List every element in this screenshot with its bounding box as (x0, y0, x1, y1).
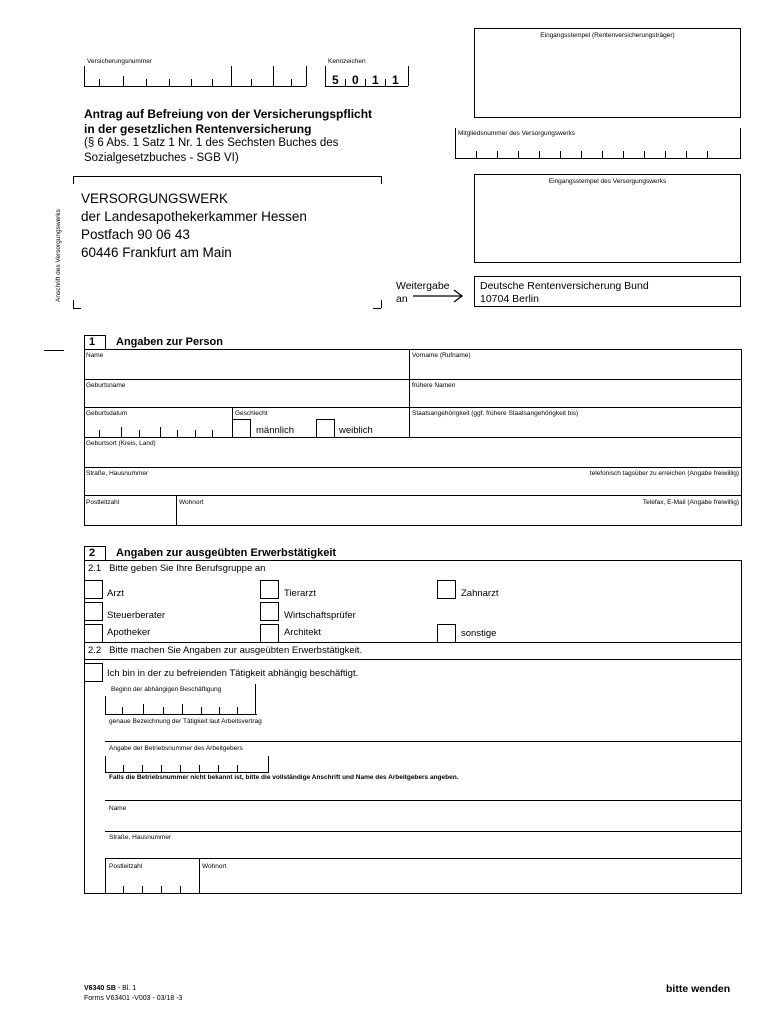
arzt-checkbox[interactable] (84, 580, 103, 599)
weitergabe-label: Weitergabe an (396, 280, 450, 305)
abhaengig-label: Ich bin in der zu befreienden Tätigkeit abhängig beschäftigt. (107, 668, 359, 679)
sonstige-label: sonstige (461, 628, 497, 639)
fruehere-namen-label: frühere Namen (412, 382, 456, 389)
architekt-checkbox[interactable] (260, 624, 279, 643)
address-line: der Landesapothekerkammer Hessen (81, 209, 307, 224)
wirtschaftspruefer-checkbox[interactable] (260, 602, 279, 621)
arbeitgeber-plz-label: Postleitzahl (109, 863, 143, 870)
mitgliedsnummer-label: Mitgliedsnummer des Versorgungswerks (458, 130, 576, 137)
telefon-label: telefonisch tagsüber zu erreichen (Angabe freiwillig) (589, 470, 739, 477)
betriebsnummer-label: Angabe der Betriebsnummer des Arbeitgebers (109, 745, 243, 752)
section-1 (84, 335, 742, 527)
kennzeichen-digit: 1 (392, 73, 399, 87)
eingangsstempel-vw-label: Eingangsstempel des Versorgungswerks (548, 178, 667, 185)
section-1-number: 1 (89, 336, 96, 348)
address-line: VERSORGUNGSWERK (81, 191, 229, 206)
name-label: Name (86, 352, 104, 359)
form-subtitle: (§ 6 Abs. 1 Satz 1 Nr. 1 des Sechsten Buches des Sozialgesetzbuches - SGB VI) (84, 137, 339, 164)
strasse-label: Straße, Hausnummer (86, 470, 149, 477)
staatsangehoerigkeit-label: Staatsangehörigkeit (ggf. frühere Staatsangehörigkeit bis) (412, 410, 579, 417)
kennzeichen-digit: 5 (332, 73, 339, 87)
recipient-line: Deutsche Rentenversicherung Bund (480, 280, 649, 292)
weiblich-checkbox[interactable] (316, 419, 335, 438)
form-title: Antrag auf Befreiung von der Versicherungspflicht in der gesetzlichen Rentenversicherung (84, 107, 373, 136)
beginn-field[interactable] (105, 684, 257, 716)
apotheker-checkbox[interactable] (84, 624, 103, 643)
geburtsdatum-field[interactable] (84, 427, 229, 437)
maennlich-label: männlich (256, 425, 295, 436)
zahnarzt-label: Zahnarzt (461, 588, 499, 599)
arbeitgeber-wohnort-label: Wohnort (202, 863, 227, 870)
address-line: 60446 Frankfurt am Main (81, 245, 232, 260)
plz-label: Postleitzahl (86, 499, 120, 506)
bezeichnung-label: genaue Bezeichnung der Tätigkeit laut Arbeitsvertrag (109, 718, 262, 725)
arrow-right-icon (413, 289, 465, 303)
arbeitgeber-name-label: Name (109, 805, 127, 812)
recipient-box (474, 276, 741, 307)
versicherungsnummer-label: Versicherungsnummer (87, 58, 153, 65)
question-2-2: 2.2 Bitte machen Sie Angaben zur ausgeübten Erwerbstätigkeit. (88, 645, 363, 656)
telefax-label: Telefax, E-Mail (Angabe freiwillig) (642, 499, 739, 506)
abhaengig-checkbox[interactable] (84, 663, 103, 682)
beginn-label: Beginn der abhängigen Beschäftigung (111, 686, 222, 693)
betriebsnummer-field[interactable] (105, 754, 269, 774)
architekt-label: Architekt (284, 627, 321, 638)
address-line: Postfach 90 06 43 (81, 227, 190, 242)
geburtsdatum-label: Geburtsdatum (86, 410, 128, 417)
tierarzt-checkbox[interactable] (260, 580, 279, 599)
form-code: V6340 SB - Bl. 1 (84, 985, 137, 992)
fold-mark (44, 350, 64, 351)
geschlecht-label: Geschlecht (235, 410, 268, 417)
maennlich-checkbox[interactable] (232, 419, 251, 438)
betriebsnummer-hinweis: Falls die Betriebsnummer nicht bekannt ist, bitte die vollständige Anschrift und Name des Arbeitgebers angeben. (109, 774, 459, 781)
versicherungsnummer-field[interactable] (84, 58, 309, 91)
arbeitgeber-plz-field[interactable] (105, 882, 199, 894)
eingangsstempel-vw-box (474, 174, 741, 263)
geburtsname-label: Geburtsname (86, 382, 126, 389)
arbeitgeber-strasse-label: Straße, Hausnummer (109, 834, 172, 841)
apotheker-label: Apotheker (107, 627, 151, 638)
tierarzt-label: Tierarzt (284, 588, 316, 599)
kennzeichen-digit: 1 (372, 73, 379, 87)
arzt-label: Arzt (107, 588, 124, 599)
kennzeichen-field (325, 58, 410, 91)
sonstige-checkbox[interactable] (437, 624, 456, 643)
wirtschaftspruefer-label: Wirtschaftsprüfer (284, 610, 356, 621)
eingangsstempel-label: Eingangsstempel (Rentenversicherungsträger) (540, 32, 675, 39)
geburtsort-label: Geburtsort (Kreis, Land) (86, 440, 156, 447)
section-2 (84, 546, 742, 896)
steuerberater-label: Steuerberater (107, 610, 166, 621)
eingangsstempel-box (474, 28, 741, 118)
address-side-label: Anschrift des Versorgungswerks (55, 209, 62, 302)
bitte-wenden: bitte wenden (666, 983, 731, 995)
kennzeichen-digit: 0 (352, 73, 359, 87)
kennzeichen-label: Kennzeichen (328, 58, 366, 65)
question-2-1: 2.1 Bitte geben Sie Ihre Berufsgruppe an (88, 563, 266, 574)
address-block (81, 190, 307, 262)
recipient-line: 10704 Berlin (480, 293, 539, 305)
wohnort-label: Wohnort (179, 499, 204, 506)
section-1-title: Angaben zur Person (116, 336, 223, 348)
vorname-label: Vorname (Rufname) (412, 352, 471, 359)
steuerberater-checkbox[interactable] (84, 602, 103, 621)
section-2-title: Angaben zur ausgeübten Erwerbstätigkeit (116, 547, 337, 559)
section-2-number: 2 (89, 547, 96, 559)
weiblich-label: weiblich (339, 425, 373, 436)
mitgliedsnummer-field[interactable] (455, 128, 741, 160)
zahnarzt-checkbox[interactable] (437, 580, 456, 599)
forms-code: Forms V63401 -V003 - 03/18 -3 (84, 995, 183, 1002)
